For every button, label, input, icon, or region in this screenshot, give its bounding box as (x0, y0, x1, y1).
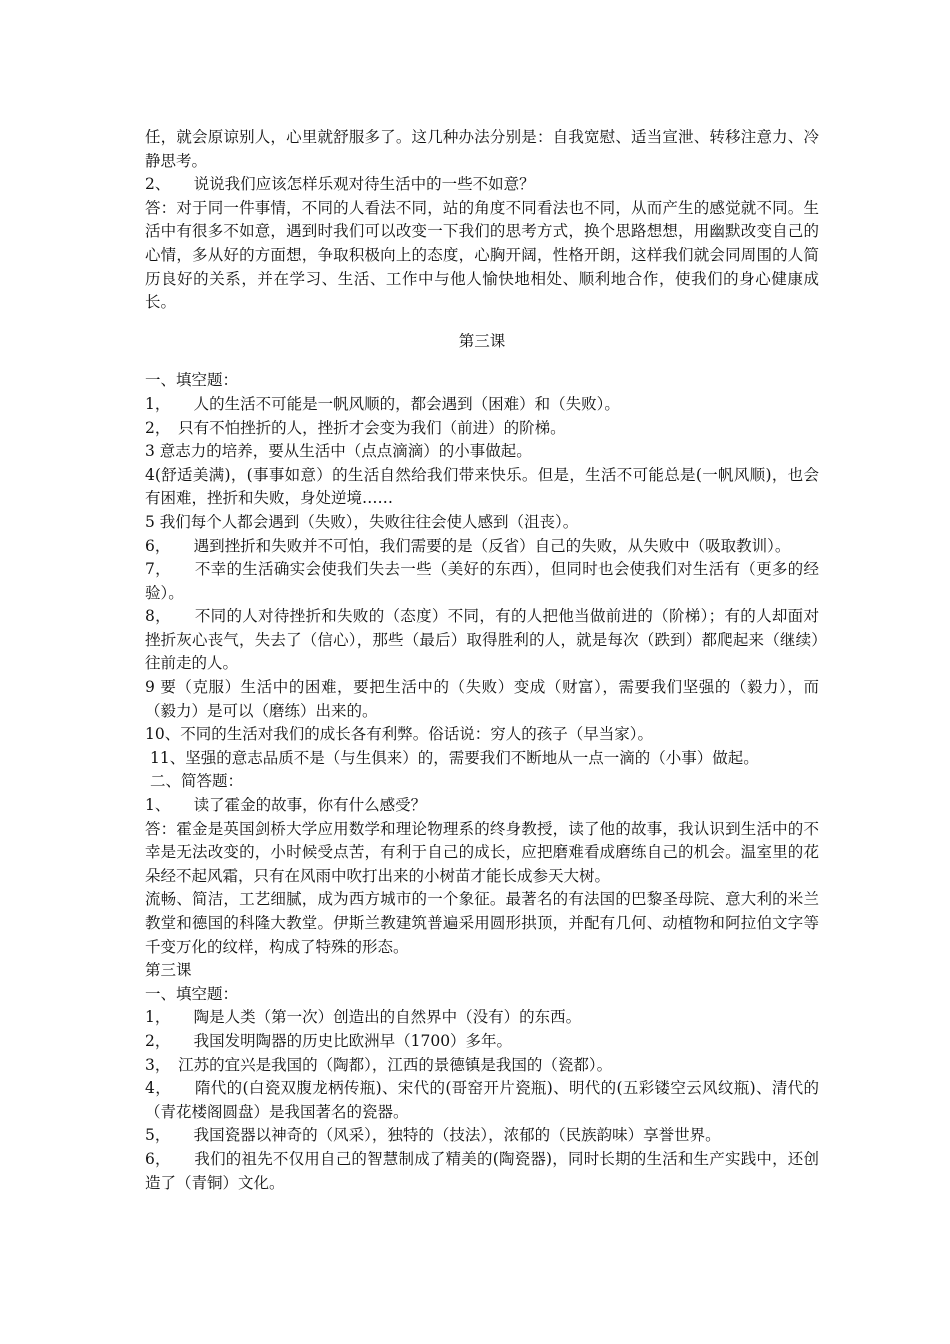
document-paragraph: 4， 隋代的(白瓷双腹龙柄传瓶)、宋代的(哥窑开片瓷瓶)、明代的(五彩镂空云风纹瓶)、清代的（青花楼阁圆盘）是我国著名的瓷器。 (145, 1079, 819, 1121)
document-paragraph: 流畅、简洁，工艺细腻，成为西方城市的一个象征。最著名的有法国的巴黎圣母院、意大利的米兰教堂和德国的科隆大教堂。伊斯兰教建筑普遍采用圆形拱顶，并配有几何、动植物和阿拉伯文字等千变万化的纹样，构成了特殊的形态。 (145, 890, 819, 956)
document-paragraph: 2， 只有不怕挫折的人，挫折才会变为我们（前进）的阶梯。 (145, 418, 566, 437)
document-paragraph: 任，就会原谅别人，心里就舒服多了。这几种办法分别是：自我宽慰、适当宣泄、转移注意力、冷静思考。 (145, 128, 819, 170)
document-paragraph: 1， 人的生活不可能是一帆风顺的，都会遇到（困难）和（失败）。 (145, 394, 620, 413)
document-paragraph: 11、坚强的意志品质不是（与生俱来）的，需要我们不断地从一点一滴的（小事）做起。 (150, 748, 759, 767)
document-paragraph: 9 要（克服）生活中的困难，要把生活中的（失败）变成（财富），需要我们坚强的（毅力），而（毅力）是可以（磨练）出来的。 (145, 678, 819, 720)
document-paragraph: 答：霍金是英国剑桥大学应用数学和理论物理系的终身教授，读了他的故事，我认识到生活中的不幸是无法改变的，小时候受点苦，有利于自己的成长，应把磨难看成磨练自己的机会。温室里的花朵经不起风霜，只有在风雨中吹打出来的小树苗才能长成参天大树。 (145, 819, 819, 885)
document-paragraph: 7， 不幸的生活确实会使我们失去一些（美好的东西），但同时也会使我们对生活有（更多的经验）。 (145, 560, 819, 602)
document-paragraph: 8， 不同的人对待挫折和失败的（态度）不同，有的人把他当做前进的（阶梯）；有的人却面对挫折灰心丧气，失去了（信心），那些（最后）取得胜利的人，就是每次（跌到）都爬起来（继续）往前走的人。 (145, 607, 819, 673)
document-page (145, 126, 819, 1195)
document-paragraph: 答：对于同一件事情，不同的人看法不同，站的角度不同看法也不同，从而产生的感觉就不同。生活中有很多不如意，遇到时我们可以改变一下我们的思考方式，换个思路想想，用幽默改变自己的心情，多从好的方面想，争取积极向上的态度，心胸开阔，性格开朗，这样我们就会同周围的人简历良好的关系，并在学习、生活、工作中与他人愉快地相处、顺利地合作，使我们的身心健康成长。 (145, 198, 819, 312)
document-paragraph: 4(舒适美满)，(事事如意）的生活自然给我们带来快乐。但是，生活不可能总是(一帆风顺)，也会有困难，挫折和失败，身处逆境…… (145, 465, 819, 508)
document-paragraph: 6， 遇到挫折和失败并不可怕，我们需要的是（反省）自己的失败，从失败中（吸取教训）。 (145, 536, 791, 555)
document-paragraph: 2、 说说我们应该怎样乐观对待生活中的一些不如意？ (145, 175, 535, 194)
document-paragraph: 3， 江苏的宜兴是我国的（陶都），江西的景德镇是我国的（瓷都）。 (145, 1055, 613, 1074)
document-paragraph: 3 意志力的培养，要从生活中（点点滴滴）的小事做起。 (145, 442, 532, 461)
document-paragraph: 一、填空题： (145, 371, 239, 390)
document-paragraph: 1、 读了霍金的故事，你有什么感受？ (145, 796, 427, 815)
document-paragraph: 5， 我国瓷器以神奇的（风采），独特的（技法），浓郁的（民族韵味）享誉世界。 (145, 1126, 721, 1145)
document-paragraph: 1， 陶是人类（第一次）创造出的自然界中（没有）的东西。 (145, 1008, 582, 1027)
document-paragraph: 6， 我们的祖先不仅用自己的智慧制成了精美的(陶瓷器)，同时长期的生活和生产实践中，还创造了（青铜）文化。 (145, 1149, 819, 1192)
section-heading: 第三课 (458, 332, 506, 351)
document-paragraph: 一、填空题： (145, 984, 239, 1003)
document-paragraph: 10、不同的生活对我们的成长各有利弊。俗话说：穷人的孩子（早当家）。 (145, 725, 653, 744)
document-paragraph: 第三课 (145, 961, 192, 980)
document-paragraph: 二、简答题： (150, 772, 244, 791)
document-paragraph: 5 我们每个人都会遇到（失败），失败往往会使人感到（沮丧）。 (145, 512, 579, 531)
document-paragraph: 2， 我国发明陶器的历史比欧洲早（1700）多年。 (145, 1031, 513, 1050)
